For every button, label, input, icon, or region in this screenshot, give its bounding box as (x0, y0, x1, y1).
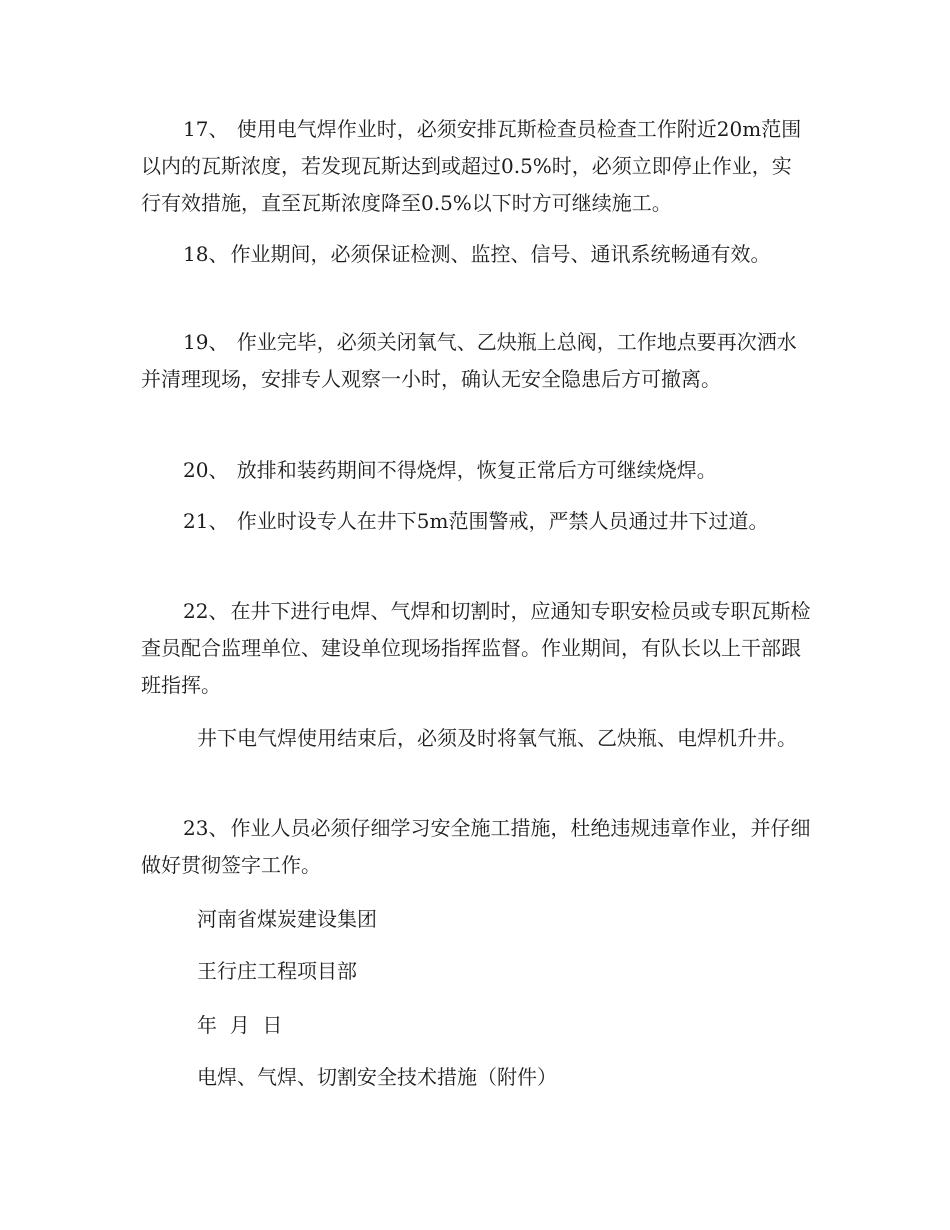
paragraph-number: 18、 (183, 242, 229, 266)
paragraph-return-equipment (141, 720, 811, 757)
paragraph-number: 17、 (183, 117, 229, 141)
signature-date: 年 月 日 (197, 1013, 283, 1037)
signature-department: 王行庄工程项目部 (197, 959, 357, 983)
paragraph-text: 在井下进行电焊、气焊和切割时，应通知专职安检员或专职瓦斯检查员配合监理单位、建设单位现场指挥监督。作业期间，有队长以上干部跟班指挥。 (141, 599, 811, 697)
paragraph-text: 作业期间，必须保证检测、监控、信号、通讯系统畅通有效。 (230, 242, 771, 266)
paragraph-number: 21、 (183, 509, 229, 533)
paragraph-text: 作业完毕，必须关闭氧气、乙炔瓶上总阀，工作地点要再次洒水并清理现场，安排专人观察一小时，确认无安全隐患后方可撤离。 (141, 330, 797, 391)
paragraph-text: 放排和装药期间不得烧焊，恢复正常后方可继续烧焊。 (230, 458, 717, 482)
paragraph-17 (141, 111, 811, 222)
paragraph-number: 22、 (183, 599, 229, 623)
attachment-title: 电焊、气焊、切割安全技术措施（附件） (197, 1065, 557, 1089)
paragraph-22 (141, 593, 811, 704)
signature-organization: 河南省煤炭建设集团 (197, 907, 377, 931)
paragraph-text: 使用电气焊作业时，必须安排瓦斯检查员检查工作附近20m范围以内的瓦斯浓度，若发现瓦斯达到或超过0.5%时，必须立即停止作业，实行有效措施，直至瓦斯浓度降至0.5%以下时方可继续施工。 (141, 117, 802, 215)
paragraph-19 (141, 324, 811, 398)
paragraph-text: 作业时设专人在井下5m范围警戒，严禁人员通过井下过道。 (230, 509, 769, 533)
paragraph-text: 作业人员必须仔细学习安全施工措施，杜绝违规违章作业，并仔细做好贯彻签字工作。 (141, 816, 811, 877)
paragraph-text: 井下电气焊使用结束后，必须及时将氧气瓶、乙炔瓶、电焊机升井。 (197, 726, 797, 750)
paragraph-21 (141, 503, 811, 540)
paragraph-number: 19、 (183, 330, 229, 354)
paragraph-number: 23、 (183, 816, 229, 840)
paragraph-23 (141, 810, 811, 884)
paragraph-20 (141, 452, 811, 489)
paragraph-number: 20、 (183, 458, 229, 482)
paragraph-18 (141, 236, 811, 273)
